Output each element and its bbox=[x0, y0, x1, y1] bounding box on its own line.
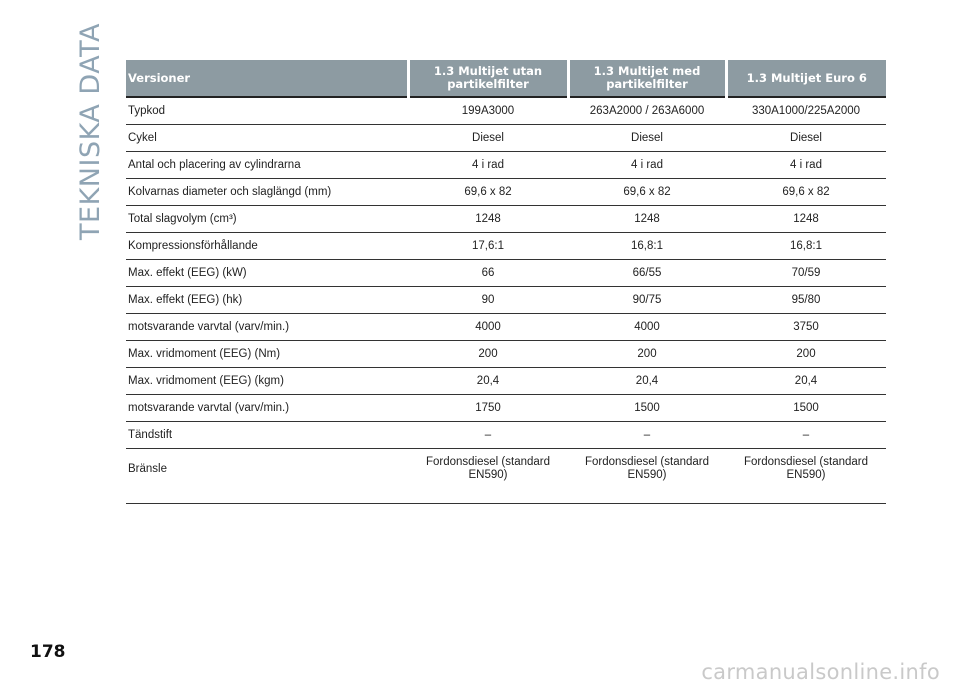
table-row bbox=[126, 152, 886, 179]
section-title bbox=[70, 22, 110, 240]
table-row bbox=[126, 449, 886, 504]
cell-version-3: 3750 bbox=[726, 314, 886, 341]
row-label: motsvarande varvtal (varv/min.) bbox=[126, 395, 408, 422]
cell-version-3: 69,6 x 82 bbox=[726, 179, 886, 206]
table-row bbox=[126, 287, 886, 314]
cell-version-1: 66 bbox=[408, 260, 568, 287]
header-version-1: 1.3 Multijet utan partikelfilter bbox=[408, 60, 568, 97]
row-label: Kompressionsförhållande bbox=[126, 233, 408, 260]
cell-version-3: Fordonsdiesel (standard EN590) bbox=[726, 449, 886, 504]
table-row bbox=[126, 314, 886, 341]
cell-version-2: 4 i rad bbox=[568, 152, 726, 179]
header-version-3: 1.3 Multijet Euro 6 bbox=[726, 60, 886, 97]
table-row bbox=[126, 125, 886, 152]
cell-version-3: – bbox=[726, 422, 886, 449]
cell-version-1: 4000 bbox=[408, 314, 568, 341]
cell-version-2: 4000 bbox=[568, 314, 726, 341]
cell-version-2: 90/75 bbox=[568, 287, 726, 314]
cell-version-3: 16,8:1 bbox=[726, 233, 886, 260]
cell-version-3: Diesel bbox=[726, 125, 886, 152]
watermark: carmanualsonline.info bbox=[701, 660, 940, 684]
header-versions: Versioner bbox=[126, 60, 408, 97]
cell-version-1: 4 i rad bbox=[408, 152, 568, 179]
cell-version-2: 69,6 x 82 bbox=[568, 179, 726, 206]
row-label: Tändstift bbox=[126, 422, 408, 449]
spec-table bbox=[126, 60, 886, 504]
table-row bbox=[126, 422, 886, 449]
table-row bbox=[126, 206, 886, 233]
cell-version-2: Fordonsdiesel (standard EN590) bbox=[568, 449, 726, 504]
row-label: motsvarande varvtal (varv/min.) bbox=[126, 314, 408, 341]
cell-version-1: 20,4 bbox=[408, 368, 568, 395]
cell-version-1: 1248 bbox=[408, 206, 568, 233]
cell-version-2: 20,4 bbox=[568, 368, 726, 395]
table-row bbox=[126, 233, 886, 260]
cell-version-1: 1750 bbox=[408, 395, 568, 422]
cell-version-2: 16,8:1 bbox=[568, 233, 726, 260]
cell-version-1: 199A3000 bbox=[408, 97, 568, 125]
row-label: Max. vridmoment (EEG) (Nm) bbox=[126, 341, 408, 368]
header-version-2: 1.3 Multijet med partikelfilter bbox=[568, 60, 726, 97]
table-row bbox=[126, 368, 886, 395]
cell-version-1: – bbox=[408, 422, 568, 449]
cell-version-3: 4 i rad bbox=[726, 152, 886, 179]
row-label: Max. vridmoment (EEG) (kgm) bbox=[126, 368, 408, 395]
cell-version-2: 66/55 bbox=[568, 260, 726, 287]
page-number: 178 bbox=[30, 642, 66, 662]
header-row bbox=[126, 60, 886, 97]
table-row bbox=[126, 260, 886, 287]
cell-version-3: 1500 bbox=[726, 395, 886, 422]
cell-version-3: 20,4 bbox=[726, 368, 886, 395]
cell-version-1: 200 bbox=[408, 341, 568, 368]
cell-version-1: Diesel bbox=[408, 125, 568, 152]
cell-version-2: 1248 bbox=[568, 206, 726, 233]
table-row bbox=[126, 97, 886, 125]
section-title-text: TEKNISKA DATA bbox=[74, 22, 106, 240]
cell-version-3: 1248 bbox=[726, 206, 886, 233]
cell-version-1: 69,6 x 82 bbox=[408, 179, 568, 206]
row-label: Max. effekt (EEG) (kW) bbox=[126, 260, 408, 287]
row-label: Typkod bbox=[126, 97, 408, 125]
cell-version-1: 90 bbox=[408, 287, 568, 314]
cell-version-2: 200 bbox=[568, 341, 726, 368]
row-label: Cykel bbox=[126, 125, 408, 152]
cell-version-1: Fordonsdiesel (standard EN590) bbox=[408, 449, 568, 504]
spec-table-header bbox=[126, 60, 886, 97]
cell-version-2: 1500 bbox=[568, 395, 726, 422]
spec-table-body bbox=[126, 97, 886, 504]
cell-version-3: 95/80 bbox=[726, 287, 886, 314]
cell-version-3: 70/59 bbox=[726, 260, 886, 287]
cell-version-2: 263A2000 / 263A6000 bbox=[568, 97, 726, 125]
table-row bbox=[126, 395, 886, 422]
table-row bbox=[126, 179, 886, 206]
cell-version-2: Diesel bbox=[568, 125, 726, 152]
row-label: Bränsle bbox=[126, 449, 408, 504]
row-label: Max. effekt (EEG) (hk) bbox=[126, 287, 408, 314]
cell-version-2: – bbox=[568, 422, 726, 449]
row-label: Antal och placering av cylindrarna bbox=[126, 152, 408, 179]
table-row bbox=[126, 341, 886, 368]
row-label: Kolvarnas diameter och slaglängd (mm) bbox=[126, 179, 408, 206]
cell-version-3: 200 bbox=[726, 341, 886, 368]
cell-version-3: 330A1000/225A2000 bbox=[726, 97, 886, 125]
row-label: Total slagvolym (cm³) bbox=[126, 206, 408, 233]
cell-version-1: 17,6:1 bbox=[408, 233, 568, 260]
